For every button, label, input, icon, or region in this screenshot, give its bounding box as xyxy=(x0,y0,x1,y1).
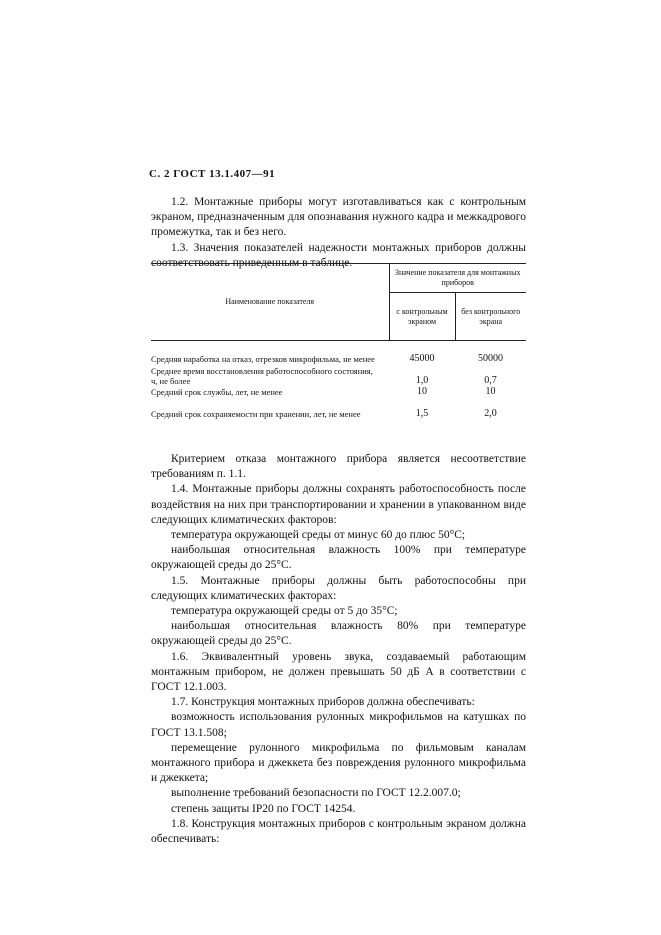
column-header-group: Значение показателя для монтажных приборов xyxy=(389,264,526,293)
intro-text xyxy=(151,195,526,271)
paragraph: температура окружающей среды от минус 60 до плюс 50°С; xyxy=(171,529,466,542)
row-value-with-screen: 1,0 xyxy=(415,375,429,386)
page-header: С. 2 ГОСТ 13.1.407—91 xyxy=(149,168,276,180)
row-name: Средний срок службы, лет, не менее xyxy=(151,387,283,397)
row-value-with-screen: 1,5 xyxy=(415,408,429,419)
table-row xyxy=(151,365,526,387)
paragraph: 1.7. Конструкция монтажных приборов должна обеспечивать: xyxy=(171,696,475,709)
row-value-with-screen: 10 xyxy=(417,386,427,397)
row-name: Средний срок сохраняемости при хранении, лет, не менее xyxy=(151,409,361,419)
row-value-without-screen: 0,7 xyxy=(484,375,497,386)
row-value-without-screen: 10 xyxy=(485,386,496,397)
table-row xyxy=(151,398,526,420)
paragraph: 1.4. Монтажные приборы должны сохранять работоспособность после воздействия на них при транспортировании и хранении в упакованном виде следующих климатических факторов: xyxy=(151,483,526,526)
row-name: Среднее время восстановления работоспособного состояния, ч, не более xyxy=(151,365,373,386)
paragraph: 1.5. Монтажные приборы должны быть работоспособны при следующих климатических факторах: xyxy=(151,574,526,602)
body-text xyxy=(151,452,526,847)
paragraph: выполнение требований безопасности по ГОСТ 12.2.007.0; xyxy=(171,787,461,800)
paragraph: Критерием отказа монтажного прибора является несоответствие требованиям п. 1.1. xyxy=(151,453,526,481)
column-header-name: Наименование показателя xyxy=(151,264,389,341)
row-value-with-screen: 45000 xyxy=(409,353,435,364)
row-name: Средняя наработка на отказ, отрезков микрофильма, не менее xyxy=(151,354,375,364)
paragraph: наибольшая относительная влажность 80% при температуре окружающей среды до 25°С. xyxy=(151,620,526,648)
paragraph: 1.3. Значения показателей надежности монтажных приборов должны соответствовать приведенным в таблице. xyxy=(151,241,526,269)
paragraph: наибольшая относительная влажность 100% при температуре окружающей среды до 25°С. xyxy=(151,544,526,572)
paragraph: температура окружающей среды от 5 до 35°С; xyxy=(171,605,398,618)
paragraph: 1.2. Монтажные приборы могут изготавливаться как с контрольным экраном, предназначенным для опознавания нужного кадра и межкадрового промежутка, так и без него. xyxy=(151,196,526,239)
column-header-without-screen: без контрольного экрана xyxy=(455,293,526,341)
row-value-without-screen: 2,0 xyxy=(484,408,497,419)
paragraph: 1.8. Конструкция монтажных приборов с контрольным экраном должна обеспечивать: xyxy=(151,817,526,846)
table-row xyxy=(151,341,526,365)
paragraph: возможность использования рулонных микрофильмов на катушках по ГОСТ 13.1.508; xyxy=(151,711,526,739)
paragraph: степень защиты IP20 по ГОСТ 14254. xyxy=(171,802,356,815)
column-header-with-screen: с контрольным экраном xyxy=(389,293,455,341)
row-value-without-screen: 50000 xyxy=(478,353,503,364)
paragraph: 1.6. Эквивалентный уровень звука, создаваемый работающим монтажным прибором, не должен превышать 50 дБ А в соответствии с ГОСТ 12.1.003. xyxy=(151,650,526,694)
reliability-table xyxy=(151,263,526,420)
paragraph: перемещение рулонного микрофильма по фильмовым каналам монтажного прибора и джеккета без повреждения рулонного микрофильма и джеккета; xyxy=(151,741,526,785)
table-row xyxy=(151,387,526,398)
